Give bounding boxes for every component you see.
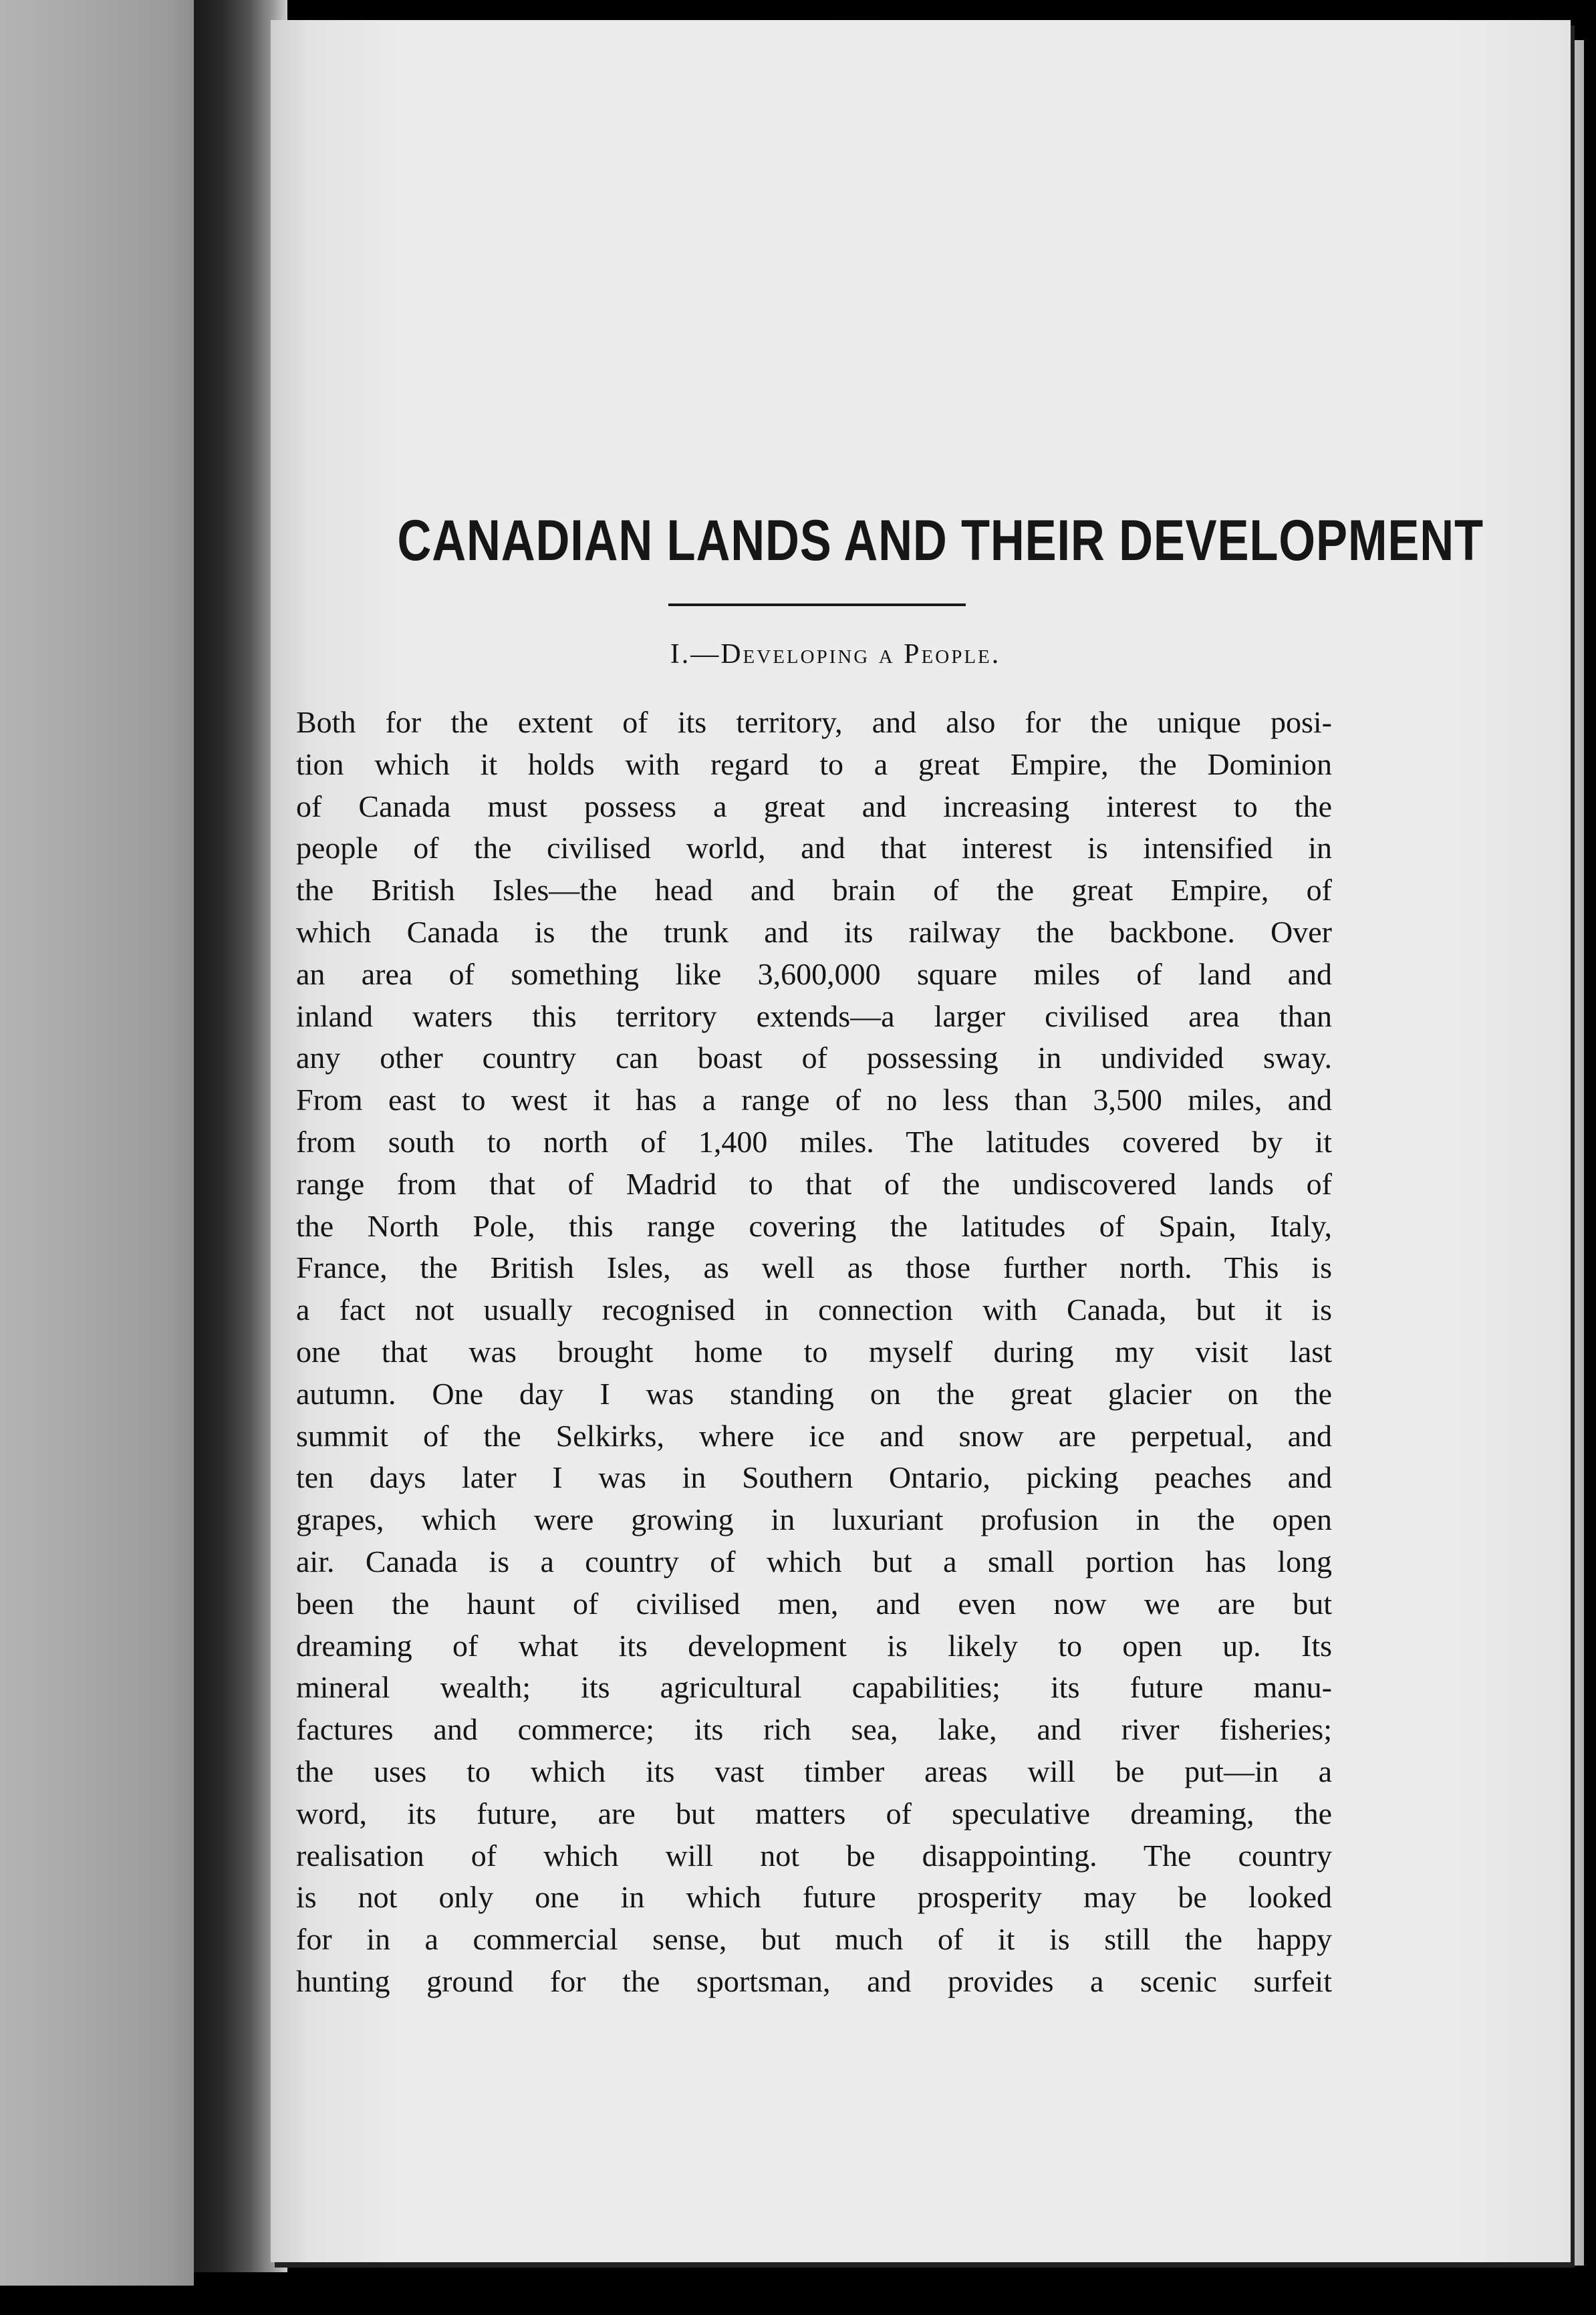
- text-line: realisation of which will not be disappointing. The country: [296, 1838, 1332, 1873]
- text-line: from south to north of 1,400 miles. The latitudes covered by it: [296, 1124, 1332, 1159]
- text-line: one that was brought home to myself during my visit last: [296, 1334, 1332, 1369]
- text-line: which Canada is the trunk and its railway the backbone. Over: [296, 914, 1332, 949]
- title-rule: [668, 603, 966, 606]
- text-line: the British Isles—the head and brain of the great Empire, of: [296, 873, 1332, 908]
- text-line: for in a commercial sense, but much of it is still the happy: [296, 1922, 1332, 1957]
- text-line: the uses to which its vast timber areas will be put—in a: [296, 1754, 1332, 1788]
- text-line: word, its future, are but matters of speculative dreaming, the: [296, 1796, 1332, 1830]
- text-line: ten days later I was in Southern Ontario, picking peaches and: [296, 1460, 1332, 1495]
- text-line: air. Canada is a country of which but a small portion has long: [296, 1544, 1332, 1579]
- body-paragraph: [296, 702, 1332, 2003]
- text-line: From east to west it has a range of no less than 3,500 miles, and: [296, 1083, 1332, 1117]
- text-line: people of the civilised world, and that interest is intensified in: [296, 831, 1332, 865]
- text-line: France, the British Isles, as well as those further north. This is: [296, 1250, 1332, 1285]
- text-line: factures and commerce; its rich sea, lake, and river fisheries;: [296, 1712, 1332, 1747]
- text-line: is not only one in which future prosperity may be looked: [296, 1880, 1332, 1915]
- text-line: dreaming of what its development is likely to open up. Its: [296, 1628, 1332, 1663]
- text-line: an area of something like 3,600,000 square miles of land and: [296, 956, 1332, 991]
- text-line: range from that of Madrid to that of the undiscovered lands of: [296, 1166, 1332, 1201]
- text-line: been the haunt of civilised men, and even now we are but: [296, 1586, 1332, 1621]
- text-line: Both for the extent of its territory, and also for the unique posi-: [296, 705, 1332, 739]
- text-line: the North Pole, this range covering the latitudes of Spain, Italy,: [296, 1208, 1332, 1243]
- text-line: summit of the Selkirks, where ice and snow are perpetual, and: [296, 1418, 1332, 1453]
- text-line: hunting ground for the sportsman, and provides a scenic surfeit: [296, 1963, 1332, 1998]
- text-line: mineral wealth; its agricultural capabilities; its future manu-: [296, 1670, 1332, 1705]
- text-line: a fact not usually recognised in connection with Canada, but it is: [296, 1292, 1332, 1327]
- text-line: grapes, which were growing in luxuriant profusion in the open: [296, 1502, 1332, 1537]
- text-line: inland waters this territory extends—a larger civilised area than: [296, 998, 1332, 1033]
- section-heading: I.—Developing a People.: [670, 639, 1001, 670]
- text-line: autumn. One day I was standing on the great glacier on the: [296, 1376, 1332, 1411]
- text-line: tion which it holds with regard to a great Empire, the Dominion: [296, 746, 1332, 781]
- page-title: CANADIAN LANDS AND THEIR DEVELOPMENT: [397, 509, 1484, 573]
- book-binding: [0, 0, 194, 2286]
- text-line: any other country can boast of possessing in undivided sway.: [296, 1041, 1332, 1075]
- text-line: of Canada must possess a great and increasing interest to the: [296, 789, 1332, 823]
